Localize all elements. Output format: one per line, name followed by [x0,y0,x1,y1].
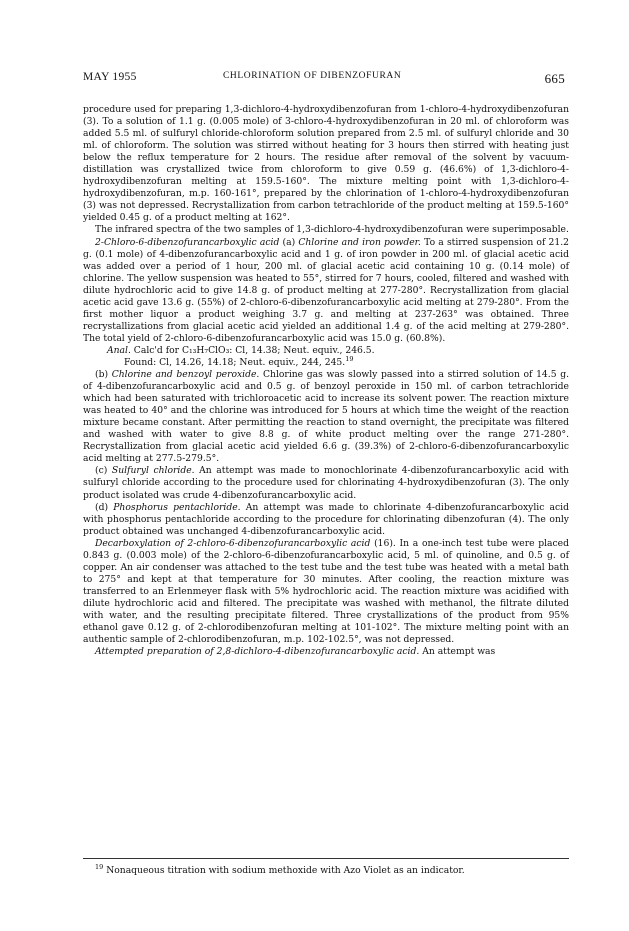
analysis-line: Anal. Calc'd for C₁₃H₇ClO₃: Cl, 14.38; Neut. equiv., 246.5. [107,344,375,356]
subsection-title: Chlorine and iron powder. [298,236,421,248]
subsection-title: Sulfuryl chloride. [111,465,195,477]
subsection-title: Phosphorus pentachloride. [113,501,241,513]
footnote-divider [83,858,569,859]
footnote-text: Nonaqueous titration with sodium methoxide with Azo Violet as an indicator. [103,865,465,876]
footnote-ref: 19 [345,354,354,363]
paragraph: Attempted preparation of 2,8-dichloro-4-dibenzofurancarboxylic acid. An attempt was [95,646,496,658]
paragraph: procedure used for preparing 1,3-dichloro-4-hydroxydibenzofuran from 1-chloro-4-hydroxydibenzofuran (3). To a solution of 1.1 g. (0.005 mole) of 3-chloro-4-hydroxydibenzofuran in 20 ml. of chloroform was added 5.5 ml. of sulfuryl chloride-chloroform solution prepared from 2.5 ml. of sulfuryl chloride and 30 ml. of chloroform. The solution was stirred without heating for 3 hours then stirred with heating just below the reflux temperature for 2 hours. The residue after removal of the solvent by vacuum-distillation was crystallized twice from chloroform to give 0.59 g. (46.6%) of 1,3-dichloro-4-hydroxydibenzofuran melting at 159.5-160°. The mixture melting point with 1,3-dichloro-4-hydroxydibenzofuran, m.p. 160-161°, prepared by the chlorination of 1-chloro-4-hydroxydibenzofuran (3) was not depressed. Recrystallization from carbon tetrachloride of the product melting at 159.5-160° yielded 0.45 g. of a product melting at 162°. [83,104,569,224]
found-line: Found: Cl, 14.26, 14.18; Neut. equiv., 244, 245.19 [124,354,354,368]
footnote-mark: 19 [95,862,104,871]
paragraph: Decarboxylation of 2-chloro-6-dibenzofurancarboxylic acid (16). In a one-inch test tube were placed 0.843 g. (0.003 mole) of the 2-chloro-6-dibenzofurancarboxylic acid, 5 ml. of quinoline, and 0.5 g. of copper. An air condenser was attached to the test tube and the test tube was heated with a metal bath to 275° and kept at that temperature for 30 minutes. After cooling, the reaction mixture was transferred to an Erlenmeyer flask with 5% hydrochloric acid. The reaction mixture was acidified with dilute hydrochloric acid and filtered. The precipitate was washed with methanol, the filtrate diluted with water, and the resulting precipitate filtered. Three crystallizations of the product from 95% ethanol gave 0.12 g. of 2-chlorodibenzofuran melting at 101-102°. The mixture melting point with an authentic sample of 2-chlorodibenzofuran, m.p. 102-102.5°, was not depressed. [83,537,569,646]
header-title: CHLORINATION OF DIBENZOFURAN [223,71,402,81]
running-header [83,71,565,87]
header-date: MAY 1955 [83,71,137,83]
footnote [95,862,565,877]
section-heading: Decarboxylation of 2-chloro-6-dibenzofurancarboxylic acid [95,537,371,549]
paragraph: (b) Chlorine and benzoyl peroxide. Chlorine gas was slowly passed into a stirred solution of 14.5 g. of 4-dibenzofurancarboxylic acid and 0.5 g. of benzoyl peroxide in 150 ml. of carbon tetrachloride which had been saturated with trichloroacetic acid to increase its solvent power. The reaction mixture was heated to 40° and the chlorine was introduced for 5 hours at which time the weight of the reaction mixture became constant. After permitting the reaction to stand overnight, the precipitate was filtered and washed with water to give 8.8 g. of white product melting over the range 271-280°. Recrystallization from glacial acetic acid yielded 6.6 g. (39.3%) of 2-chloro-6-dibenzofurancarboxylic acid melting at 277.5-279.5°. [83,369,569,465]
analysis-label: Anal. [107,344,131,356]
paragraph: The infrared spectra of the two samples of 1,3-dichloro-4-hydroxydibenzofuran were superimposable. [95,224,569,236]
section-heading: Attempted preparation of 2,8-dichloro-4-dibenzofurancarboxylic acid. [95,646,420,658]
subsection-title: Chlorine and benzoyl peroxide. [111,369,260,381]
body-text [83,104,569,658]
paragraph: (d) Phosphorus pentachloride. An attempt was made to chlorinate 4-dibenzofurancarboxylic acid with phosphorus pentachloride according to the procedure for chlorinating dibenzofuran (4). The only product obtained was unchanged 4-dibenzofurancarboxylic acid. [83,501,569,537]
page-number: 665 [544,71,565,86]
paragraph: (c) Sulfuryl chloride. An attempt was made to monochlorinate 4-dibenzofurancarboxylic acid with sulfuryl chloride according to the procedure used for chlorinating 4-hydroxydibenzofuran (3). The only product isolated was crude 4-dibenzofurancarboxylic acid. [83,465,569,501]
section-heading: 2-Chloro-6-dibenzofurancarboxylic acid [95,236,280,248]
paragraph: 2-Chloro-6-dibenzofurancarboxylic acid (a) Chlorine and iron powder. To a stirred suspension of 21.2 g. (0.1 mole) of 4-dibenzofurancarboxylic acid and 1 g. of iron powder in 200 ml. of glacial acetic acid was added over a period of 1 hour, 200 ml. of glacial acetic acid containing 10 g. (0.14 mole) of chlorine. The yellow suspension was heated to 55°, stirred for 7 hours, cooled, filtered and washed with dilute hydrochloric acid to give 14.8 g. of product melting at 277-280°. Recrystallization from glacial acetic acid gave 13.6 g. (55%) of 2-chloro-6-dibenzofurancarboxylic acid melting at 279-280°. From the first mother liquor a product weighing 3.7 g. and melting at 237-263° was obtained. Three recrystallizations from glacial acetic acid yielded an additional 1.4 g. of the acid melting at 279-280°. The total yield of 2-chloro-6-dibenzofurancarboxylic acid was 15.0 g. (60.8%). [83,236,570,344]
